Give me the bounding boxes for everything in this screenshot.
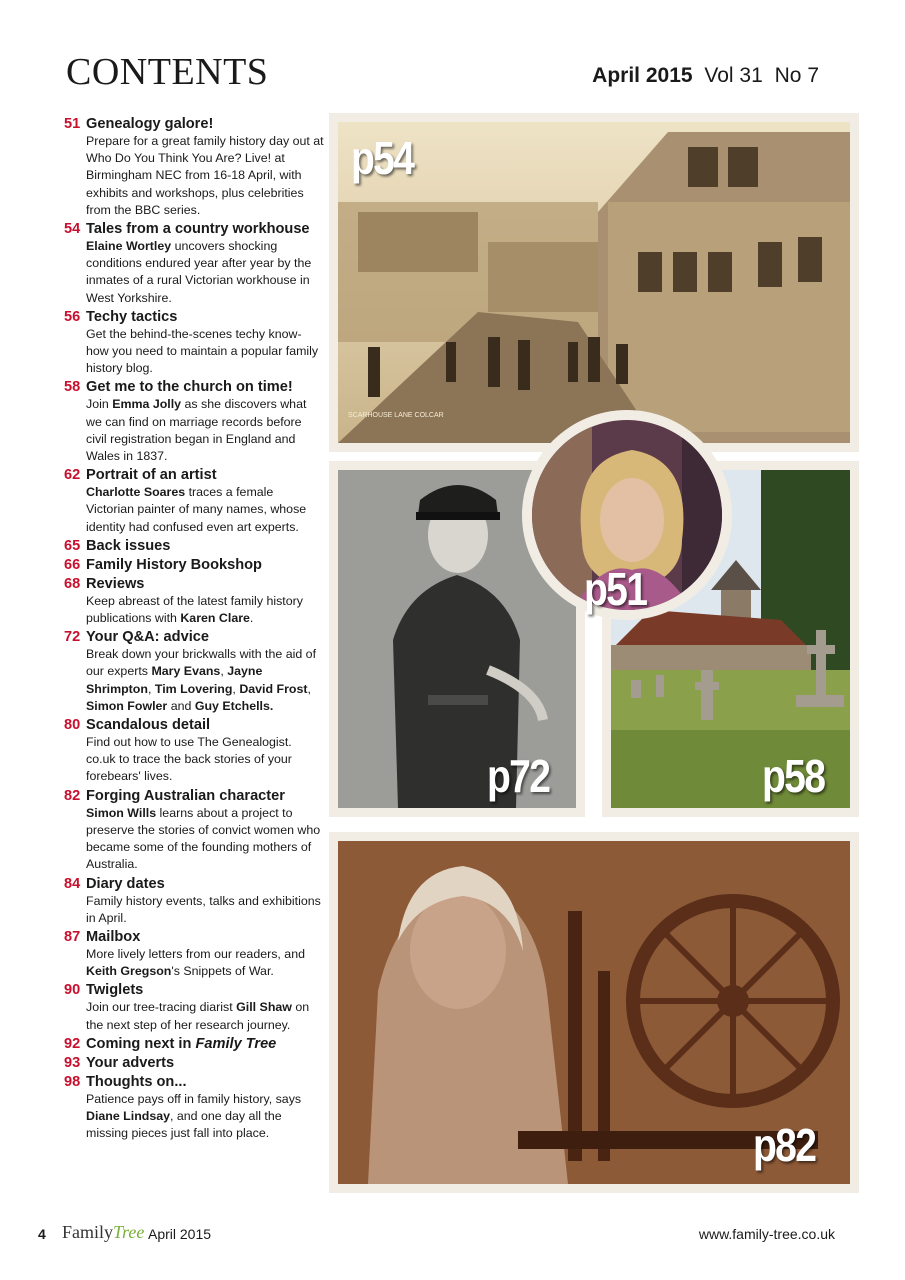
toc-page-number: 58 bbox=[64, 379, 81, 396]
toc-page-number: 80 bbox=[64, 717, 81, 734]
toc-page-number: 98 bbox=[64, 1073, 81, 1090]
toc-entry-heading bbox=[64, 629, 324, 646]
photo-frame-p82 bbox=[329, 832, 859, 1193]
description-text: Break down your brickwalls with the aid of our experts bbox=[86, 647, 317, 679]
toc-entry-title bbox=[86, 467, 324, 484]
toc-entry-description bbox=[86, 238, 324, 307]
contributor-name: Emma Jolly bbox=[112, 397, 182, 412]
toc-entry[interactable] bbox=[64, 1055, 324, 1072]
toc-title-text: Family History Bookshop bbox=[86, 556, 262, 573]
toc-page-number: 56 bbox=[64, 308, 81, 325]
toc-entry-title bbox=[86, 982, 324, 999]
toc-entry[interactable] bbox=[64, 876, 324, 927]
contributor-name: Charlotte Soares bbox=[86, 485, 186, 500]
toc-entry-heading bbox=[64, 221, 324, 238]
photo-label-p51: p51 bbox=[584, 563, 647, 615]
description-text: learns about a project to preserve the stories of convict women who became some of the founding mothers of Australia. bbox=[86, 805, 321, 872]
toc-page-number: 65 bbox=[64, 537, 81, 554]
toc-entry-title bbox=[86, 576, 324, 593]
toc-entry-heading bbox=[64, 538, 324, 555]
toc-entry-heading bbox=[64, 1074, 324, 1091]
toc-page-number: 82 bbox=[64, 787, 81, 804]
toc-entry-heading bbox=[64, 467, 324, 484]
description-text: More lively letters from our readers, and bbox=[86, 946, 305, 961]
toc-entry-heading bbox=[64, 116, 324, 133]
toc-title-text: Get me to the church on time! bbox=[86, 379, 293, 396]
toc-title-text: Your Q&A: advice bbox=[86, 629, 209, 646]
toc-entry-title bbox=[86, 1036, 324, 1053]
toc-entry[interactable] bbox=[64, 309, 324, 378]
issue-info bbox=[592, 64, 819, 88]
contributor-name: Jayne Shrimpton bbox=[86, 664, 263, 696]
toc-entry[interactable] bbox=[64, 116, 324, 219]
contributor-name: Tim Lovering bbox=[154, 681, 233, 696]
toc-entry-description bbox=[86, 999, 324, 1033]
contributor-name: David Frost bbox=[239, 681, 308, 696]
toc-entry[interactable] bbox=[64, 467, 324, 536]
toc-title-text: Tales from a country workhouse bbox=[86, 221, 310, 238]
logo-family: Family bbox=[62, 1222, 114, 1242]
description-text: Keep abreast of the latest family history publications with bbox=[86, 593, 303, 626]
contributor-name: Simon Wills bbox=[86, 805, 157, 820]
toc-entry[interactable] bbox=[64, 1074, 324, 1143]
photo-label-p54: p54 bbox=[351, 132, 414, 184]
toc-page-number: 66 bbox=[64, 556, 81, 573]
toc-entry-heading bbox=[64, 1055, 324, 1072]
contributor-name: Diane Lindsay bbox=[86, 1108, 171, 1123]
toc-entry-description bbox=[86, 326, 324, 378]
toc-entry[interactable] bbox=[64, 929, 324, 980]
logo-tree: Tree bbox=[113, 1222, 145, 1242]
toc-title-text: Your adverts bbox=[86, 1054, 175, 1071]
toc-entry-description bbox=[86, 133, 324, 219]
toc-entry-title bbox=[86, 717, 324, 734]
toc-entry-description bbox=[86, 396, 324, 465]
toc-title-text: Thoughts on... bbox=[86, 1073, 187, 1090]
toc-entry-title bbox=[86, 379, 324, 396]
toc-entry-title bbox=[86, 929, 324, 946]
toc-title-text: Mailbox bbox=[86, 928, 141, 945]
toc-entry[interactable] bbox=[64, 717, 324, 786]
photo-frame-p54 bbox=[329, 113, 859, 452]
description-text: , bbox=[220, 664, 228, 679]
photo-frame-p51 bbox=[522, 410, 732, 620]
contributor-name: Simon Fowler bbox=[86, 698, 168, 713]
toc-page-number: 54 bbox=[64, 221, 81, 238]
toc-entry-title bbox=[86, 1055, 324, 1072]
contributor-name: Elaine Wortley bbox=[86, 239, 172, 254]
toc-entry-title bbox=[86, 538, 324, 555]
contents-list bbox=[64, 116, 324, 1144]
toc-page-number: 68 bbox=[64, 575, 81, 592]
footer-date: April 2015 bbox=[148, 1226, 212, 1242]
photo-label-p58: p58 bbox=[762, 750, 825, 802]
page-title: CONTENTS bbox=[66, 51, 269, 93]
toc-title-text: Forging Australian character bbox=[86, 787, 285, 804]
description-text: , and one day all the missing pieces just fall into place. bbox=[86, 1108, 282, 1141]
toc-page-number: 84 bbox=[64, 875, 81, 892]
toc-entry-heading bbox=[64, 1036, 324, 1053]
description-text: traces a female Victorian painter of many names, whose identity had confused even art experts. bbox=[86, 485, 307, 534]
contributor-name: Keith Gregson bbox=[86, 964, 172, 979]
toc-entry[interactable] bbox=[64, 1036, 324, 1053]
toc-entry-heading bbox=[64, 309, 324, 326]
toc-entry-title bbox=[86, 629, 324, 646]
toc-entry-title bbox=[86, 876, 324, 893]
toc-entry-title bbox=[86, 309, 324, 326]
description-text: on the next step of her research journey. bbox=[86, 1000, 310, 1032]
toc-entry-heading bbox=[64, 788, 324, 805]
contributor-name: Mary Evans bbox=[151, 664, 221, 679]
issue-number: No 7 bbox=[774, 64, 819, 87]
toc-title-text: Scandalous detail bbox=[86, 717, 211, 734]
toc-entry-title bbox=[86, 788, 324, 805]
toc-title-text: Diary dates bbox=[86, 875, 165, 892]
magazine-logo bbox=[62, 1222, 144, 1243]
toc-page-number: 62 bbox=[64, 467, 81, 484]
toc-entry-description bbox=[86, 593, 324, 627]
description-text: , bbox=[147, 681, 155, 696]
photo-label-p72: p72 bbox=[487, 750, 550, 802]
toc-entry-title bbox=[86, 116, 324, 133]
toc-entry[interactable] bbox=[64, 788, 324, 874]
toc-entry[interactable] bbox=[64, 379, 324, 465]
toc-entry-heading bbox=[64, 717, 324, 734]
toc-entry-heading bbox=[64, 576, 324, 593]
description-text: Join bbox=[86, 397, 113, 412]
description-text: 's Snippets of War. bbox=[171, 964, 274, 979]
description-text: , bbox=[307, 681, 311, 696]
toc-entry-description bbox=[86, 893, 324, 927]
description-text: Join our tree-tracing diarist bbox=[86, 1000, 237, 1015]
issue-date: April 2015 bbox=[592, 64, 693, 87]
issue-volume: Vol 31 bbox=[704, 64, 763, 87]
toc-title-text: Reviews bbox=[86, 575, 145, 592]
contributor-name: Gill Shaw bbox=[236, 1000, 292, 1015]
toc-page-number: 51 bbox=[64, 116, 81, 132]
toc-entry-heading bbox=[64, 379, 324, 396]
toc-entry-description bbox=[86, 946, 324, 980]
photo-label-p82: p82 bbox=[753, 1119, 816, 1171]
description-text: uncovers shocking conditions endured year after year by the inmates of a rural Victorian workhouse in West Yorkshire. bbox=[86, 239, 312, 305]
description-text: , bbox=[232, 681, 240, 696]
toc-entry-heading bbox=[64, 929, 324, 946]
toc-entry-heading bbox=[64, 876, 324, 893]
description-text: Patience pays off in family history, says bbox=[86, 1091, 302, 1106]
description-text: Family history events, talks and exhibitions in April. bbox=[86, 893, 321, 925]
toc-entry[interactable] bbox=[64, 629, 324, 715]
description-text: Get the behind-the-scenes techy know-how you need to maintain a popular family history blog. bbox=[86, 326, 319, 376]
toc-entry-description bbox=[86, 734, 324, 786]
toc-entry-description bbox=[86, 484, 324, 536]
toc-entry-description bbox=[86, 646, 324, 715]
toc-entry[interactable] bbox=[64, 576, 324, 627]
toc-title-text: Genealogy galore! bbox=[86, 116, 214, 132]
description-text: as she discovers what we can find on marriage records before civil registration began in England and Wales in 1837. bbox=[86, 397, 307, 464]
toc-title-text: Twiglets bbox=[86, 982, 144, 999]
toc-title-italic: Family Tree bbox=[195, 1035, 277, 1052]
toc-title-text: Back issues bbox=[86, 537, 171, 554]
description-text: Find out how to use The Genealogist. co.uk to trace the back stories of your forebears' lives. bbox=[86, 735, 292, 784]
toc-title-text: Techy tactics bbox=[86, 308, 178, 325]
toc-entry-title bbox=[86, 1074, 324, 1091]
workhouse-village-photo bbox=[338, 122, 850, 443]
toc-entry-heading bbox=[64, 982, 324, 999]
website-link[interactable]: www.family-tree.co.uk bbox=[698, 1226, 835, 1242]
toc-page-number: 92 bbox=[64, 1035, 81, 1052]
toc-entry[interactable] bbox=[64, 557, 324, 574]
toc-entry-description bbox=[86, 805, 324, 874]
toc-page-number: 93 bbox=[64, 1054, 81, 1071]
toc-title-text: Portrait of an artist bbox=[86, 467, 217, 484]
page-number: 4 bbox=[38, 1226, 46, 1242]
toc-page-number: 72 bbox=[64, 629, 81, 646]
description-text: and bbox=[167, 698, 195, 713]
toc-page-number: 87 bbox=[64, 928, 81, 945]
toc-entry[interactable] bbox=[64, 538, 324, 555]
toc-entry-title bbox=[86, 221, 324, 238]
toc-entry-heading bbox=[64, 557, 324, 574]
photo-caption: SCARHOUSE LANE COLCAR bbox=[348, 412, 444, 419]
toc-page-number: 90 bbox=[64, 982, 81, 999]
toc-entry-title bbox=[86, 557, 324, 574]
toc-entry[interactable] bbox=[64, 221, 324, 307]
contributor-name: Guy Etchells. bbox=[194, 698, 274, 713]
toc-entry[interactable] bbox=[64, 982, 324, 1033]
toc-title-text: Coming next in bbox=[86, 1035, 196, 1052]
description-text: Prepare for a great family history day out at Who Do You Think You Are? Live! at Birmingham NEC from 16-18 April, with exhibits and workshops, plus celebrities from the BBC series. bbox=[86, 134, 324, 217]
contributor-name: Karen Clare bbox=[180, 611, 250, 626]
toc-entry-description bbox=[86, 1091, 324, 1143]
description-text: . bbox=[249, 611, 254, 626]
